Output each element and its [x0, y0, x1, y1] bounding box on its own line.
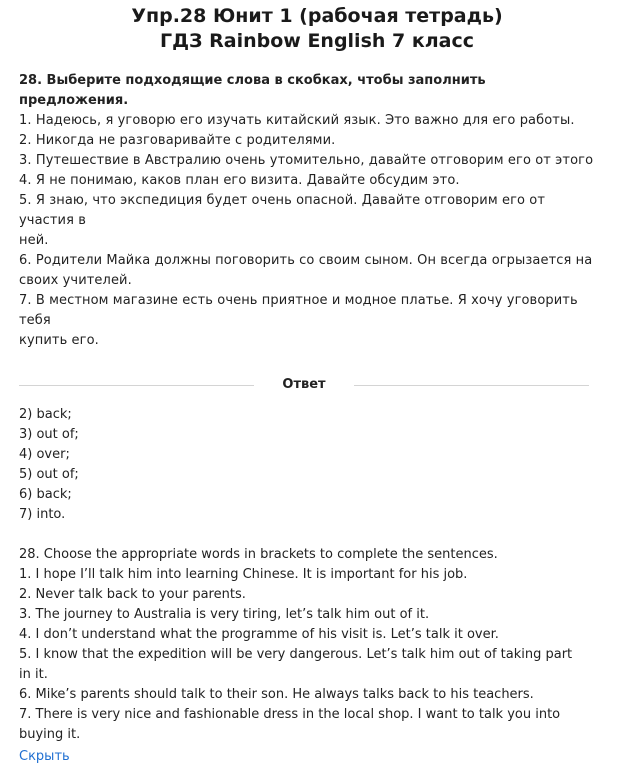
answer-item: 2) back; [19, 407, 72, 422]
answer-item: 7) into. [19, 507, 66, 522]
hide-link[interactable]: Скрыть [19, 749, 70, 764]
task-line: ней. [19, 233, 49, 248]
page-title [0, 4, 634, 54]
task-line: 3. Путешествие в Австралию очень утомительно, давайте отговорим его от этого [19, 153, 594, 168]
task-line: своих учителей. [19, 273, 132, 288]
english-line: 5. I know that the expedition will be very dangerous. Let’s talk him out of taking part [19, 647, 573, 662]
task-line: 4. Я не понимаю, каков план его визита. Давайте обсудим это. [19, 173, 460, 188]
task-line: 5. Я знаю, что экспедиция будет очень опасной. Давайте отговорим его от участия в [19, 193, 546, 228]
english-line: buying it. [19, 727, 81, 742]
english-line: 3. The journey to Australia is very tiring, let’s talk him out of it. [19, 607, 430, 622]
english-line: 7. There is very nice and fashionable dress in the local shop. I want to talk you into [19, 707, 561, 722]
answer-item: 4) over; [19, 447, 70, 462]
answer-item: 5) out of; [19, 467, 79, 482]
answer-list [19, 405, 594, 525]
answer-label: Ответ [282, 377, 326, 392]
english-line: 6. Mike’s parents should talk to their son. He always talks back to his teachers. [19, 687, 534, 702]
english-line: 1. I hope I’ll talk him into learning Chinese. It is important for his job. [19, 567, 468, 582]
task-heading: 28. Выберите подходящие слова в скобках, чтобы заполнить предложения. [19, 73, 486, 108]
answer-divider [19, 375, 589, 395]
page-title-line-1: Упр.28 Юнит 1 (рабочая тетрадь) [131, 5, 503, 27]
english-line: in it. [19, 667, 48, 682]
english-line: 28. Choose the appropriate words in brackets to complete the sentences. [19, 547, 498, 562]
task-russian-text [19, 111, 594, 351]
task-line: 7. В местном магазине есть очень приятное и модное платье. Я хочу уговорить тебя [19, 293, 578, 328]
task-line: купить его. [19, 333, 99, 348]
task-line: 1. Надеюсь, я уговорю его изучать китайский язык. Это важно для его работы. [19, 113, 575, 128]
task-line: 2. Никогда не разговаривайте с родителями. [19, 133, 336, 148]
divider-line-right [354, 385, 589, 386]
content [19, 71, 594, 767]
page-title-line-2: ГДЗ Rainbow English 7 класс [159, 30, 475, 52]
answer-item: 6) back; [19, 487, 72, 502]
answer-item: 3) out of; [19, 427, 79, 442]
task-line: 6. Родители Майка должны поговорить со своим сыном. Он всегда огрызается на [19, 253, 593, 268]
english-text [19, 545, 594, 745]
english-line: 2. Never talk back to your parents. [19, 587, 246, 602]
english-line: 4. I don’t understand what the programme of his visit is. Let’s talk it over. [19, 627, 499, 642]
